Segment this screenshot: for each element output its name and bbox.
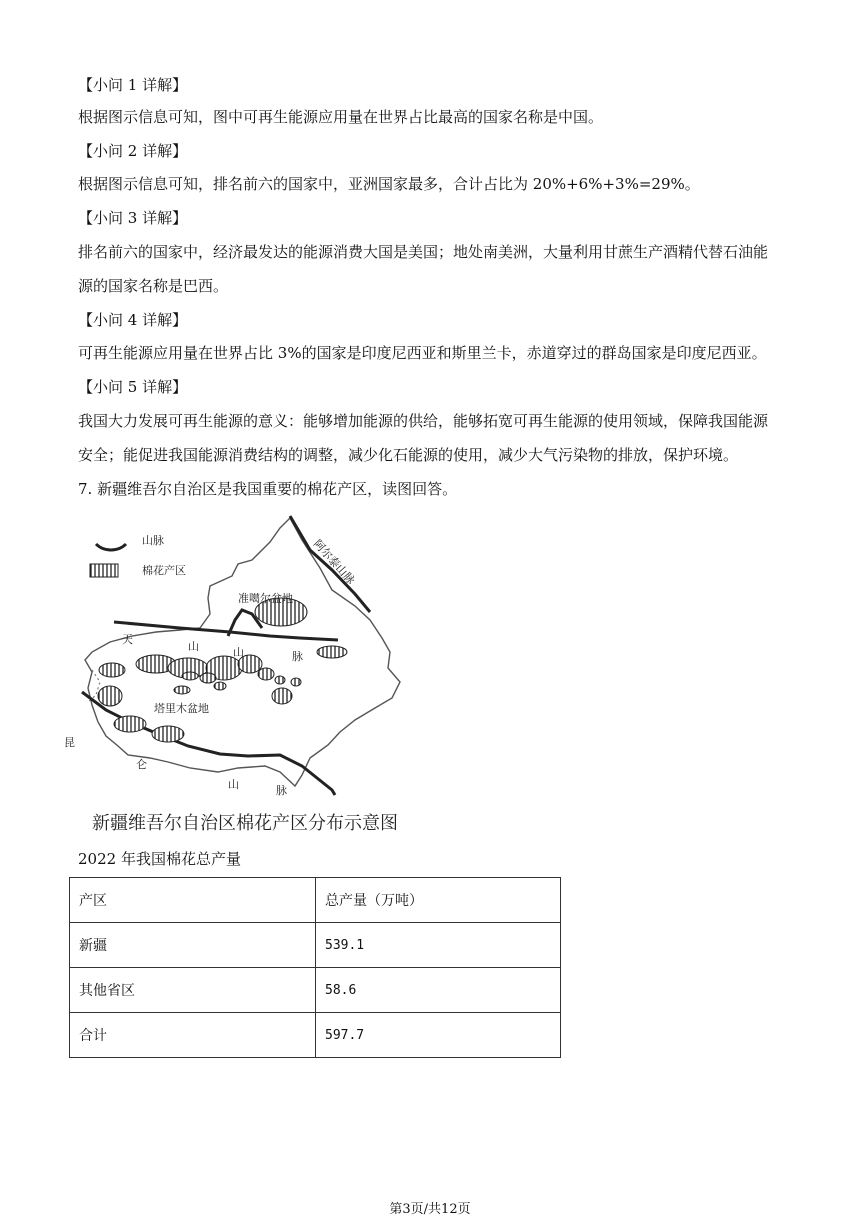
legend-mountain-label: 山脉 bbox=[142, 534, 164, 547]
cell-region: 其他省区 bbox=[70, 968, 316, 1013]
section-3-text-line-1: 排名前六的国家中，经济最发达的能源消费大国是美国；地处南美洲，大量利用甘蔗生产酒精代替石油能 bbox=[78, 243, 769, 261]
cell-region: 新疆 bbox=[70, 923, 316, 968]
tianshan-mountain-line bbox=[114, 622, 338, 640]
section-5-text-line-1: 我国大力发展可再生能源的意义：能够增加能源的供给，能够拓宽可再生能源的使用领域，保障我国能源 bbox=[78, 412, 769, 430]
section-2-heading: 【小问 2 详解】 bbox=[78, 142, 188, 160]
section-5-text-line-2: 安全；能促进我国能源消费结构的调整，减少化石能源的使用，减少大气污染物的排放，保护环境。 bbox=[78, 446, 739, 464]
tianshan-char-4: 脉 bbox=[292, 650, 303, 663]
legend-mountain-symbol bbox=[96, 544, 126, 550]
section-3-heading: 【小问 3 详解】 bbox=[78, 209, 188, 227]
section-1-heading: 【小问 1 详解】 bbox=[78, 76, 188, 94]
cotton-production-table bbox=[69, 877, 561, 1058]
header-production: 总产量（万吨） bbox=[316, 878, 561, 923]
cell-value: 539.1 bbox=[316, 923, 561, 968]
table-row bbox=[70, 923, 561, 968]
cotton-areas bbox=[98, 598, 347, 742]
section-2-text: 根据图示信息可知，排名前六的国家中，亚洲国家最多，合计占比为 20%+6%+3%=29%。 bbox=[78, 175, 700, 193]
tianshan-char-3: 山 bbox=[233, 646, 244, 659]
section-5-heading: 【小问 5 详解】 bbox=[78, 378, 188, 396]
kunlun-char-1: 昆 bbox=[64, 736, 75, 749]
cell-region: 合计 bbox=[70, 1013, 316, 1058]
table-title: 2022 年我国棉花总产量 bbox=[78, 850, 241, 868]
kunlun-char-3: 山 bbox=[228, 778, 239, 791]
section-1-text: 根据图示信息可知，图中可再生能源应用量在世界占比最高的国家名称是中国。 bbox=[78, 108, 604, 126]
tianshan-char-1: 天 bbox=[122, 633, 133, 646]
legend-cotton-label: 棉花产区 bbox=[142, 564, 186, 577]
table-row bbox=[70, 1013, 561, 1058]
altai-label: 阿尔泰山脉 bbox=[310, 537, 358, 587]
section-3-text-line-2: 源的国家名称是巴西。 bbox=[78, 277, 229, 295]
cell-value: 597.7 bbox=[316, 1013, 561, 1058]
section-4-text: 可再生能源应用量在世界占比 3%的国家是印度尼西亚和斯里兰卡，赤道穿过的群岛国家是印度尼西亚。 bbox=[78, 344, 767, 362]
map-caption: 新疆维吾尔自治区棉花产区分布示意图 bbox=[92, 813, 398, 834]
xinjiang-cotton-map bbox=[64, 510, 450, 840]
tarim-label: 塔里木盆地 bbox=[154, 702, 209, 715]
header-region: 产区 bbox=[70, 878, 316, 923]
legend-cotton-symbol bbox=[90, 564, 118, 577]
cell-value: 58.6 bbox=[316, 968, 561, 1013]
kunlun-char-2: 仑 bbox=[136, 758, 147, 771]
table-row bbox=[70, 968, 561, 1013]
tianshan-char-2: 山 bbox=[188, 640, 199, 653]
page-footer: 第3页/共12页 bbox=[389, 1202, 471, 1217]
section-4-heading: 【小问 4 详解】 bbox=[78, 311, 188, 329]
map-svg bbox=[64, 510, 450, 810]
junggar-label: 准噶尔盆地 bbox=[238, 592, 293, 605]
question-7: 7. 新疆维吾尔自治区是我国重要的棉花产区，读图回答。 bbox=[78, 480, 458, 498]
kunlun-char-4: 脉 bbox=[276, 784, 287, 797]
table-header-row bbox=[70, 878, 561, 923]
